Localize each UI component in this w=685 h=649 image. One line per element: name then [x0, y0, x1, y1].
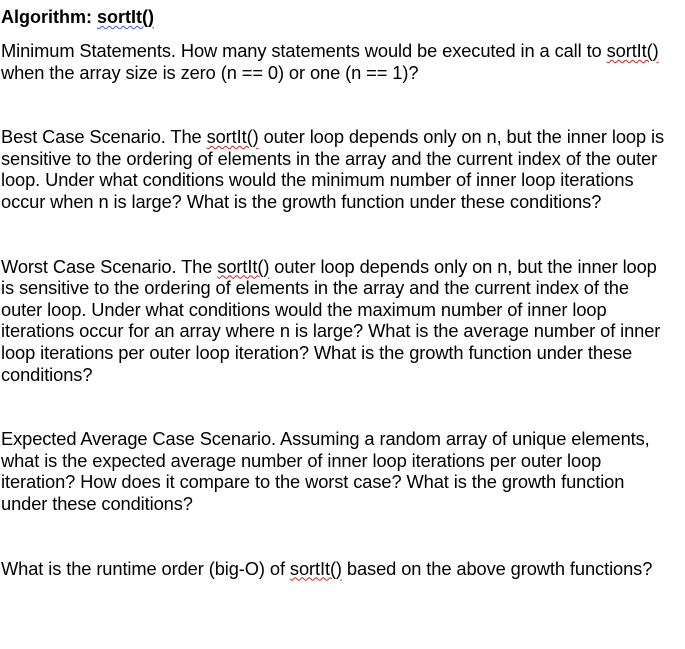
worst-text-post: outer loop depends only on n, but the inner loop is sensitive to the ordering of elements in the array and the current index of the outer loop. Under what conditions would the maximum number of inner loop iterations occur for an array where n is large? What is the average number of inner loop iterations per outer loop iteration? What is the growth function under these conditions? — [1, 255, 661, 385]
minimum-function-name: sortIt() — [606, 40, 659, 61]
question-minimum-statements — [1, 40, 669, 83]
average-text: Expected Average Case Scenario. Assuming a random array of unique elements, what is the expected average number of inner loop iterations per outer loop iteration? How does it compare to the worst case? What is the growth function under these conditions? — [1, 428, 650, 514]
best-function-name: sortIt() — [206, 126, 259, 148]
best-text-post: outer loop depends only on n, but the inner loop is sensitive to the ordering of elements in the array and the current index of the outer loop. Under what conditions would the minimum number of inner loop iterations occur when n is large? What is the growth function under these conditions? — [1, 126, 664, 212]
question-worst-case — [1, 256, 669, 386]
runtime-function-name: sortIt() — [289, 557, 342, 579]
best-text-pre: Best Case Scenario. The — [1, 126, 207, 148]
title-prefix: Algorithm: — [1, 7, 97, 27]
minimum-text-post: when the array size is zero (n == 0) or one (n == 1)? — [1, 61, 419, 83]
worst-text-pre: Worst Case Scenario. The — [1, 255, 218, 277]
page-title — [1, 6, 669, 28]
document-body — [1, 0, 669, 579]
worst-function-name: sortIt() — [217, 255, 270, 277]
question-runtime-order — [1, 558, 669, 580]
runtime-text-pre: What is the runtime order (big-O) of — [1, 557, 290, 579]
title-function-name: sortIt() — [97, 7, 154, 27]
minimum-text-pre: Minimum Statements. How many statements would be executed in a call to — [1, 40, 607, 61]
question-best-case — [1, 126, 669, 212]
runtime-text-post: based on the above growth functions? — [341, 557, 653, 579]
question-average-case — [1, 428, 669, 514]
